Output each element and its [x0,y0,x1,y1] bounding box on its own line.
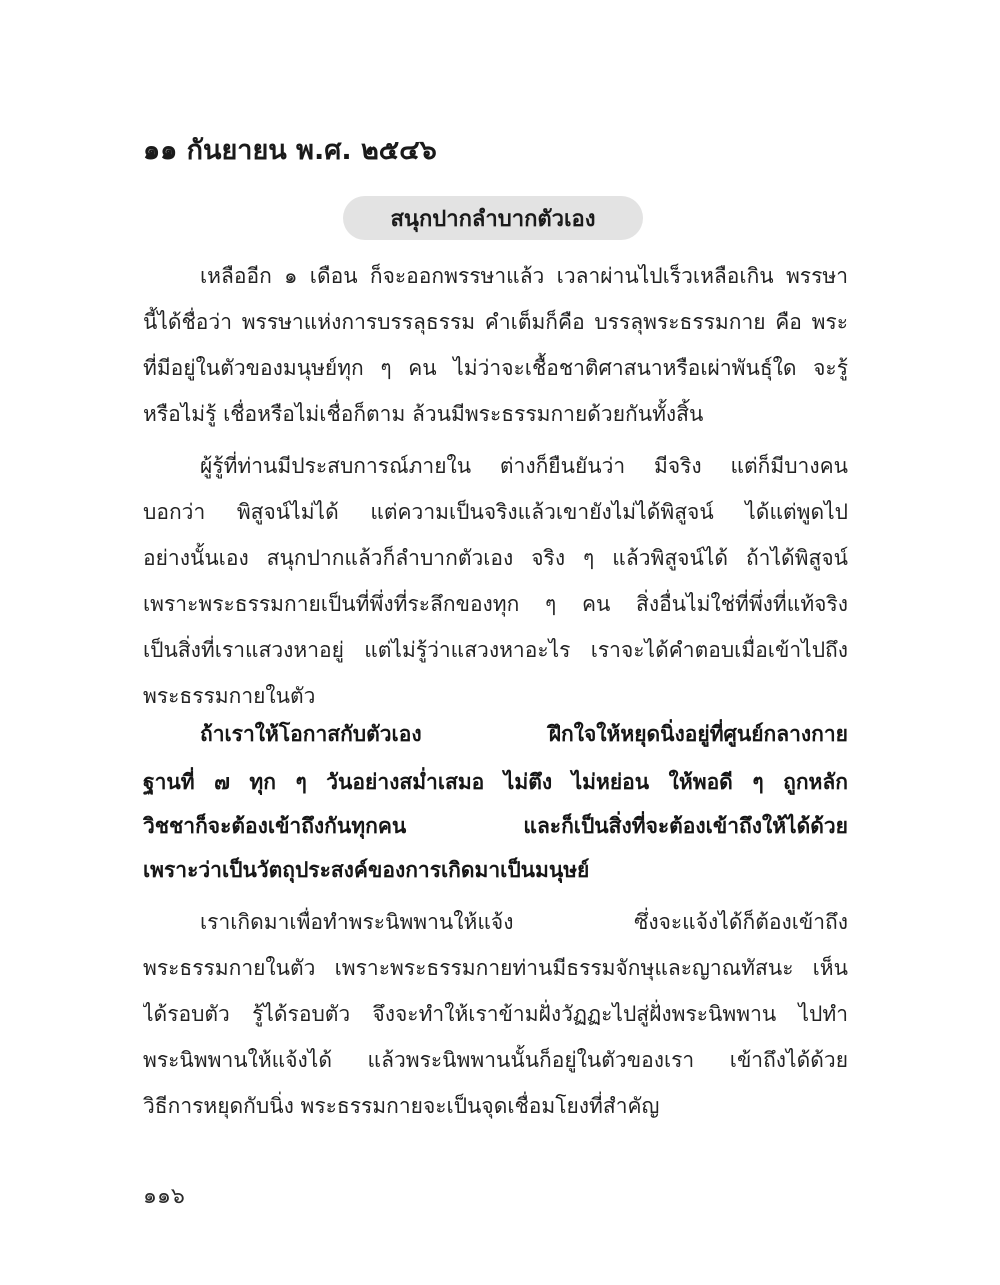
text-line: เหลืออีก ๑ เดือน ก็จะออกพรรษาแล้ว เวลาผ่านไปเร็วเหลือเกิน พรรษา [200,264,848,288]
date-heading: ๑๑ กันยายน พ.ศ. ๒๕๔๖ [143,135,437,166]
page-number: ๑๑๖ [143,1184,185,1209]
text-line: ฐานที่ ๗ ทุก ๆ วันอย่างสม่ำเสมอ ไม่ตึง ไม่หย่อน ให้พอดี ๆ ถูกหลัก [143,770,848,794]
text-line: บอกว่า พิสูจน์ไม่ได้ แต่ความเป็นจริงแล้วเขายังไม่ได้พิสูจน์ ได้แต่พูดไป [143,500,848,524]
text-line: ได้รอบตัว รู้ได้รอบตัว จึงจะทำให้เราข้ามฝั่งวัฏฏะไปสู่ฝั่งพระนิพพาน ไปทำ [143,1002,848,1026]
text-line: อย่างนั้นเอง สนุกปากแล้วก็ลำบากตัวเอง จริง ๆ แล้วพิสูจน์ได้ ถ้าได้พิสูจน์ [143,546,848,570]
text-line: พระนิพพานให้แจ้งได้ แล้วพระนิพพานนั้นก็อยู่ในตัวของเรา เข้าถึงได้ด้วย [143,1048,848,1072]
text-line: เราเกิดมาเพื่อทำพระนิพพานให้แจ้ง ซึ่งจะแจ้งได้ก็ต้องเข้าถึง [200,910,848,934]
text-line: เป็นสิ่งที่เราแสวงหาอยู่ แต่ไม่รู้ว่าแสวงหาอะไร เราจะได้คำตอบเมื่อเข้าไปถึง [143,638,848,662]
text-line: เพราะว่าเป็นวัตถุประสงค์ของการเกิดมาเป็นมนุษย์ [143,858,590,882]
text-line: พระธรรมกายในตัว เพราะพระธรรมกายท่านมีธรรมจักษุและญาณทัสนะ เห็น [143,956,848,980]
section-title [343,196,643,240]
text-line: วิธีการหยุดกับนิ่ง พระธรรมกายจะเป็นจุดเชื่อมโยงที่สำคัญ [143,1094,660,1118]
section-title-text: สนุกปากลำบากตัวเอง [390,206,596,232]
text-line: เพราะพระธรรมกายเป็นที่พึ่งที่ระลึกของทุก ๆ คน สิ่งอื่นไม่ใช่ที่พึ่งที่แท้จริง [143,592,848,616]
text-line: หรือไม่รู้ เชื่อหรือไม่เชื่อก็ตาม ล้วนมีพระธรรมกายด้วยกันทั้งสิ้น [143,402,704,426]
text-line: วิชชาก็จะต้องเข้าถึงกันทุกคน และก็เป็นสิ่งที่จะต้องเข้าถึงให้ได้ด้วย [143,814,848,838]
text-line: ที่มีอยู่ในตัวของมนุษย์ทุก ๆ คน ไม่ว่าจะเชื้อชาติศาสนาหรือเผ่าพันธุ์ใด จะรู้ [143,356,848,380]
text-line: ผู้รู้ที่ท่านมีประสบการณ์ภายใน ต่างก็ยืนยันว่า มีจริง แต่ก็มีบางคน [200,454,848,478]
text-line: พระธรรมกายในตัว [143,684,316,708]
text-line: นี้ได้ชื่อว่า พรรษาแห่งการบรรลุธรรม คำเต็มก็คือ บรรลุพระธรรมกาย คือ พระ [143,310,848,334]
text-line: ถ้าเราให้โอกาสกับตัวเอง ฝึกใจให้หยุดนิ่งอยู่ที่ศูนย์กลางกาย [200,722,848,746]
